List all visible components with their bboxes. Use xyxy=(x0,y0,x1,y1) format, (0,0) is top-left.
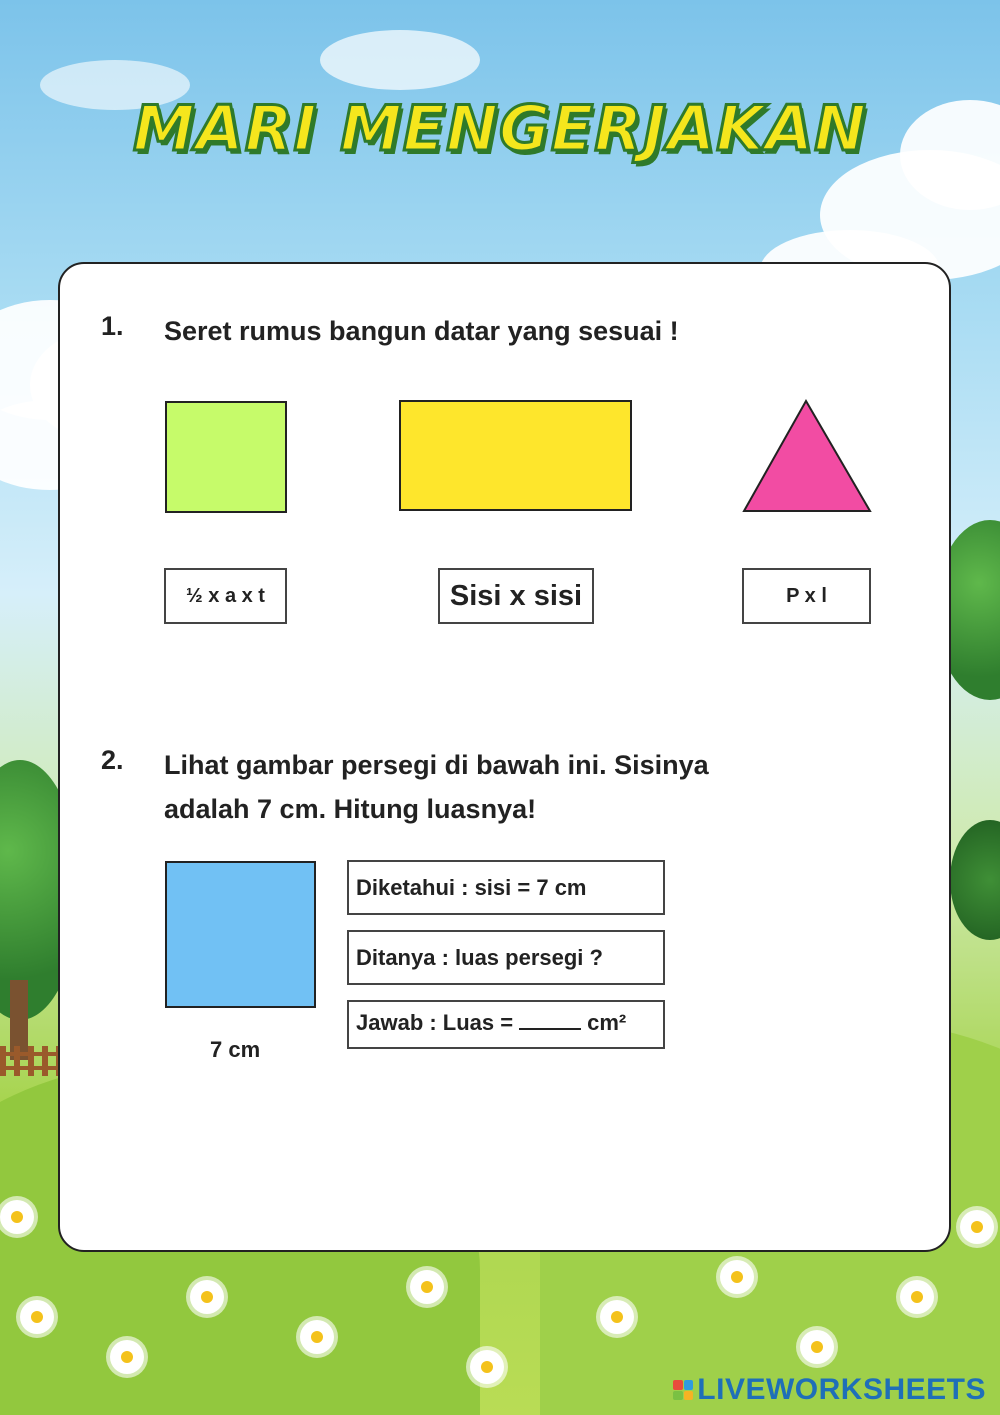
page-title: MARI MENGERJAKAN xyxy=(133,92,867,165)
formula-chip-rectangle[interactable]: P x l xyxy=(742,568,871,624)
blue-square-shape xyxy=(165,861,316,1008)
answer-unit: cm² xyxy=(587,1010,627,1035)
formula-chip-triangle[interactable]: ½ x a x t xyxy=(164,568,287,624)
question-1-number: 1. xyxy=(101,311,124,341)
formula-chip-square[interactable]: Sisi x sisi xyxy=(438,568,594,624)
answer-prefix: Jawab : Luas = xyxy=(356,1010,514,1035)
question-1-text: Seret rumus bangun datar yang sesuai ! xyxy=(164,316,679,346)
green-square-shape[interactable] xyxy=(165,401,287,513)
liveworksheets-logo-icon xyxy=(673,1380,693,1400)
yellow-rectangle-shape[interactable] xyxy=(399,400,632,511)
answer-box xyxy=(347,1000,665,1049)
question-2-text-line1: Lihat gambar persegi di bawah ini. Sisinya xyxy=(164,750,709,780)
asked-box: Ditanya : luas persegi ? xyxy=(347,930,665,985)
square-side-label: 7 cm xyxy=(210,1037,261,1062)
pink-triangle-shape[interactable] xyxy=(741,398,873,514)
known-box: Diketahui : sisi = 7 cm xyxy=(347,860,665,915)
liveworksheets-watermark xyxy=(673,1373,986,1407)
question-2-text-line2: adalah 7 cm. Hitung luasnya! xyxy=(164,794,537,824)
question-2-number: 2. xyxy=(101,745,124,775)
answer-input-blank[interactable] xyxy=(519,1010,581,1030)
watermark-text: LIVEWORKSHEETS xyxy=(697,1373,986,1406)
